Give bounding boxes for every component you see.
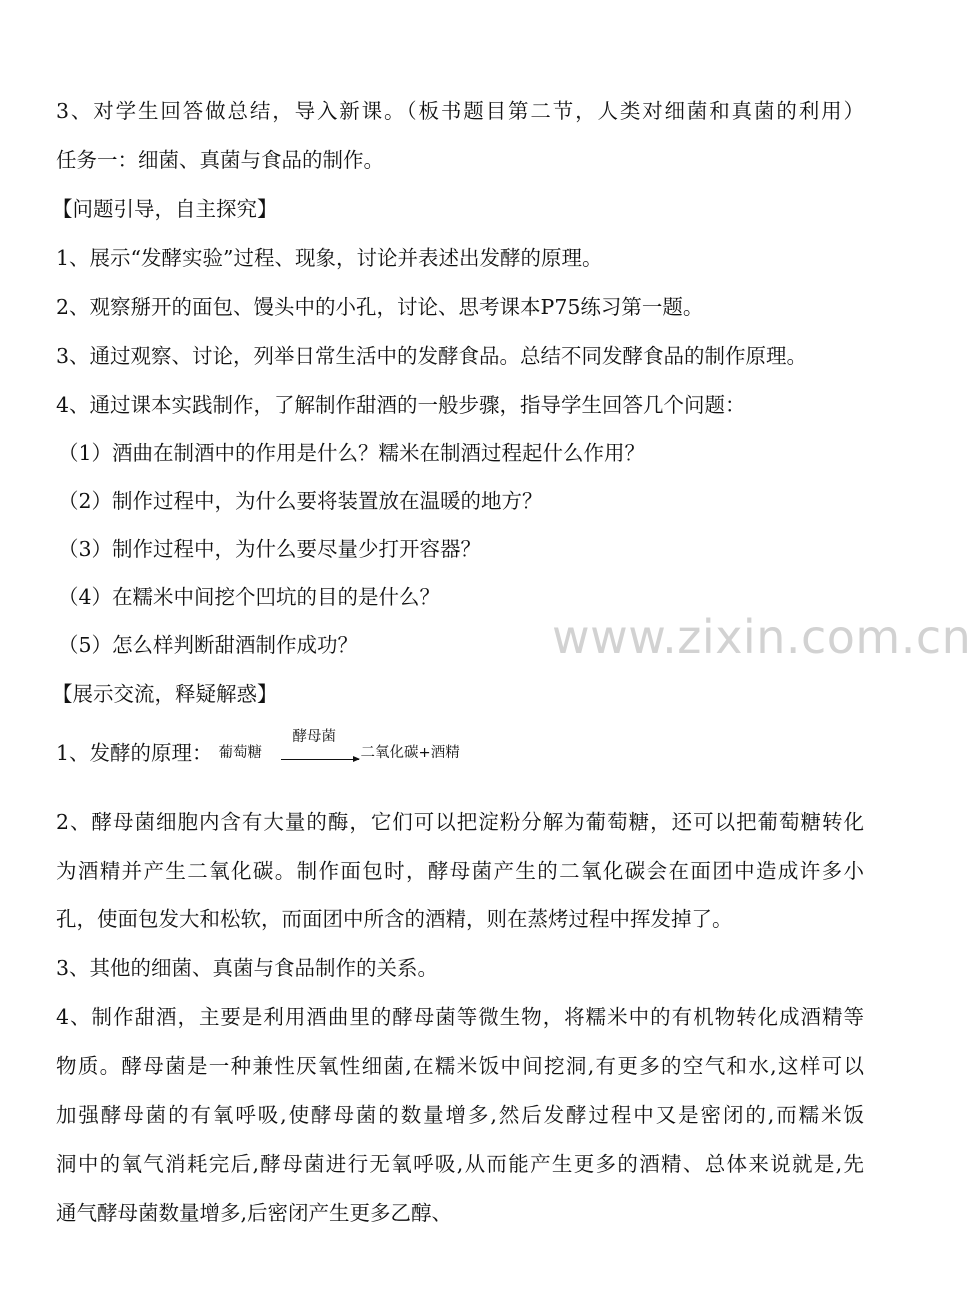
question-1: （1）酒曲在制酒中的作用是什么？糯米在制酒过程起什么作用？: [58, 441, 646, 465]
answer-2-line-1: 2、酵母菌细胞内含有大量的酶，它们可以把淀粉分解为葡萄糖，还可以把葡萄糖转化: [56, 810, 864, 834]
task-one-title: 任务一：细菌、真菌与食品的制作。: [56, 148, 384, 172]
step-3: 3、通过观察、讨论，列举日常生活中的发酵食品。总结不同发酵食品的制作原理。: [56, 344, 808, 368]
answer-4-line-2: 物质。酵母菌是一种兼性厌氧性细菌,在糯米饭中间挖洞,有更多的空气和水,这样可以: [56, 1054, 864, 1078]
answer-2-line-2: 为酒精并产生二氧化碳。制作面包时，酵母菌产生的二氧化碳会在面团中造成许多小: [56, 859, 864, 883]
answer-2-line-3: 孔，使面包发大和松软，而面团中所含的酒精，则在蒸烤过程中挥发掉了。: [56, 907, 733, 931]
question-2: （2）制作过程中，为什么要将装置放在温暖的地方？: [58, 489, 543, 513]
summary-line: 3、对学生回答做总结，导入新课。（板书题目第二节，人类对细菌和真菌的利用）: [56, 99, 864, 123]
section-heading-inquiry: 【问题引导，自主探究】: [52, 197, 278, 221]
watermark: www.zixin.com.cn: [552, 610, 971, 664]
step-1: 1、展示“发酵实验”过程、现象，讨论并表述出发酵的原理。: [56, 246, 603, 270]
question-4: （4）在糯米中间挖个凹坑的目的是什么？: [58, 585, 441, 609]
fermentation-principle: [56, 726, 479, 766]
answer-4-line-4: 洞中的氧气消耗完后,酵母菌进行无氧呼吸,从而能产生更多的酒精、总体来说就是,先: [56, 1152, 865, 1176]
section-heading-exchange: 【展示交流，释疑解惑】: [52, 682, 278, 706]
principle-label: 1、发酵的原理：: [56, 741, 213, 765]
reaction-equation: [219, 726, 479, 766]
answer-4-line-3: 加强酵母菌的有氧呼吸,使酵母菌的数量增多,然后发酵过程中又是密闭的,而糯米饭: [56, 1103, 864, 1127]
reaction-arrow: [281, 759, 359, 760]
question-3: （3）制作过程中，为什么要尽量少打开容器？: [58, 537, 482, 561]
answer-3: 3、其他的细菌、真菌与食品制作的关系。: [56, 956, 439, 980]
reaction-condition: 酵母菌: [292, 729, 337, 745]
reactant: 葡萄糖: [218, 745, 263, 761]
step-4: 4、通过课本实践制作，了解制作甜酒的一般步骤，指导学生回答几个问题：: [56, 393, 746, 417]
answer-4-line-5: 通气酵母菌数量增多,后密闭产生更多乙醇、: [56, 1201, 453, 1225]
product: 二氧化碳+酒精: [360, 745, 460, 761]
question-5: （5）怎么样判断甜酒制作成功？: [58, 633, 359, 657]
step-2: 2、观察掰开的面包、馒头中的小孔，讨论、思考课本P75练习第一题。: [56, 295, 704, 319]
answer-4-line-1: 4、制作甜酒，主要是利用酒曲里的酵母菌等微生物，将糯米中的有机物转化成酒精等: [56, 1005, 864, 1029]
